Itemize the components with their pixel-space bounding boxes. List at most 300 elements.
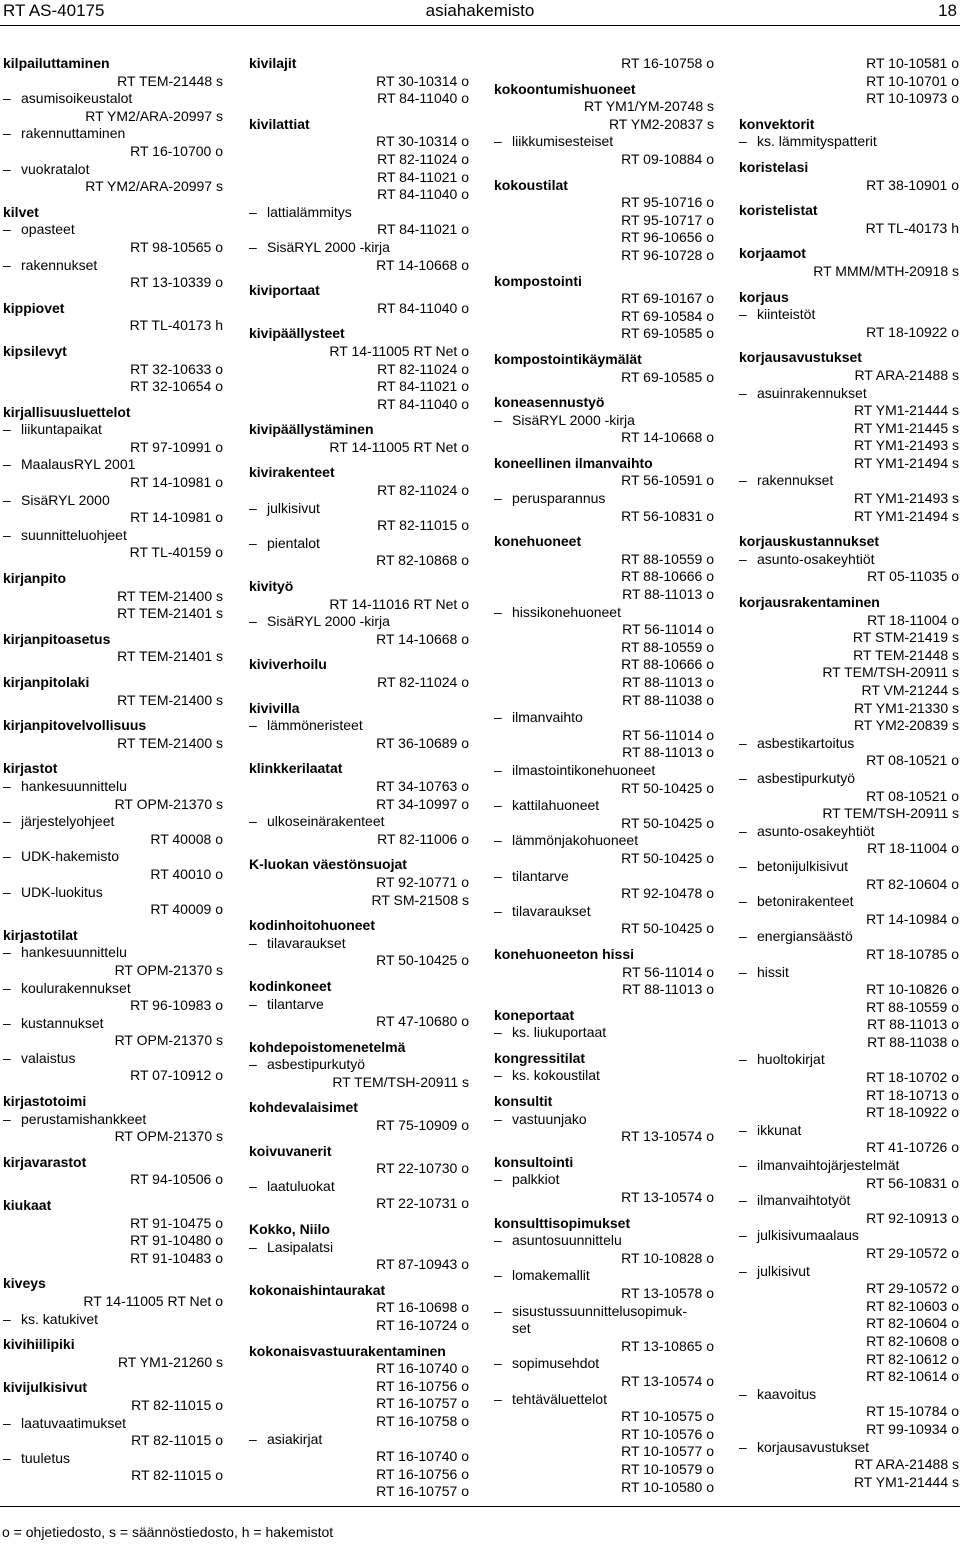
index-reference: RT 16-10758 o (621, 55, 714, 71)
index-subterm-text: tehtäväluettelot (512, 1390, 607, 1407)
index-subterm-text: UDK-hakemisto (21, 848, 120, 865)
index-subterm (739, 1227, 959, 1245)
index-term: korjausrakentaminen (739, 594, 880, 611)
index-subterm-text: liikkumisesteiset (512, 133, 614, 150)
index-reference: RT 18-11004 o (867, 611, 959, 628)
index-reference: RT 30-10314 o (376, 133, 469, 150)
index-reference: RT YM1-21494 s (853, 507, 959, 524)
index-subterm-text: kattilahuoneet (512, 797, 600, 814)
index-subterm-text: ilmastointikonehuoneet (512, 761, 656, 778)
index-subterm (494, 903, 714, 921)
index-subterm (3, 848, 223, 866)
index-reference: RT 38-10901 o (866, 176, 959, 193)
index-term: kivivilla (249, 699, 300, 716)
entry-spacer (3, 752, 223, 760)
index-subterm (249, 204, 469, 222)
index-reference: RT 05-11035 o (867, 568, 959, 585)
index-subterm-text: asiakirjat (267, 1430, 323, 1447)
index-column-1 (3, 55, 223, 1485)
index-term: kirjanpito (3, 570, 67, 587)
index-subterm (249, 1056, 469, 1074)
index-subterm-text: ilmanvaihtojärjestelmät (757, 1157, 900, 1174)
index-reference: RT 13-10574 o (621, 1128, 714, 1145)
entry-spacer (249, 456, 469, 464)
entry-spacer (3, 623, 223, 631)
index-reference: RT 40009 o (150, 901, 223, 918)
index-reference: RT STM-21419 s (852, 629, 959, 646)
index-subterm-text: hankesuunnittelu (21, 944, 127, 961)
index-term: korjaamot (739, 245, 806, 262)
index-reference: RT 94-10506 o (130, 1171, 223, 1188)
index-reference: RT 18-10702 o (866, 1069, 959, 1086)
index-subterm (3, 421, 223, 439)
index-subterm (739, 1122, 959, 1140)
index-term: kirjastot (3, 760, 58, 777)
index-reference: RT 29-10572 o (866, 1245, 959, 1261)
index-reference: RT 56-10831 o (621, 507, 714, 524)
entry-spacer (3, 1085, 223, 1093)
index-subterm-text: tilavaraukset (512, 902, 591, 919)
index-term: kirjanpitolaki (3, 674, 90, 690)
index-subterm (3, 1311, 223, 1329)
entry-spacer (494, 343, 714, 351)
index-subterm (739, 893, 959, 911)
index-reference: RT 08-10521 o (866, 752, 959, 769)
index-reference: RT 69-10585 o (621, 368, 714, 385)
index-reference: RT 18-10785 o (866, 945, 959, 962)
index-subterm-text: ks. kokoustilat (512, 1067, 600, 1084)
index-subterm (3, 257, 223, 275)
entry-spacer (494, 169, 714, 177)
index-term: korjausavustukset (739, 349, 862, 366)
index-reference: RT 84-11021 o (377, 378, 469, 395)
index-reference: RT 16-10698 o (376, 1299, 469, 1316)
entry-spacer (3, 1371, 223, 1379)
index-reference: RT TL-40173 h (129, 317, 223, 334)
index-reference: RT 88-11038 o (622, 691, 714, 708)
index-reference: RT 50-10425 o (621, 779, 714, 796)
index-term: kokoontumishuoneet (494, 80, 636, 97)
entry-spacer (494, 938, 714, 946)
index-reference: RT 75-10909 o (376, 1117, 469, 1134)
index-subterm-text: järjestelyohjeet (21, 813, 115, 830)
index-reference: RT 36-10689 o (376, 734, 469, 751)
index-subterm-text: lämmönjakohuoneet (512, 832, 639, 849)
index-reference: RT 69-10167 o (621, 290, 714, 307)
entry-spacer (739, 586, 959, 594)
index-subterm (494, 1067, 714, 1085)
index-subterm (494, 1171, 714, 1189)
index-subterm (3, 1050, 223, 1068)
index-reference: RT 16-10758 o (376, 1412, 469, 1429)
index-subterm-text: perustamishankkeet (21, 1110, 147, 1127)
index-subterm (3, 456, 223, 474)
index-reference: RT 56-11014 o (622, 621, 714, 638)
index-subterm (494, 832, 714, 850)
entry-spacer (3, 292, 223, 300)
index-subterm-text: SisäRYL 2000 (21, 491, 110, 508)
index-reference: RT 14-11005 RT Net o (329, 438, 469, 455)
entry-spacer (249, 1213, 469, 1221)
index-subterm (3, 492, 223, 510)
index-term: konehuoneeton hissi (494, 945, 635, 962)
index-term: konsultit (494, 1093, 553, 1110)
index-reference: RT 56-10591 o (621, 472, 714, 489)
index-reference: RT 96-10983 o (130, 997, 223, 1014)
index-term: koristelistat (739, 202, 818, 219)
index-term: korjauskustannukset (739, 533, 880, 550)
index-subterm (494, 490, 714, 508)
index-subterm-text: energiansäästö (757, 928, 853, 945)
header-rule (0, 25, 960, 26)
index-reference: RT 18-10922 o (866, 323, 959, 340)
index-term: kodinhoitohuoneet (249, 917, 375, 934)
index-subterm-text: kiinteistöt (757, 306, 816, 323)
index-reference: RT 95-10716 o (621, 194, 714, 211)
index-subterm-text: rakennukset (757, 472, 834, 489)
index-reference: RT 82-10868 o (376, 552, 469, 569)
index-subterm-text: SisäRYL 2000 -kirja (512, 411, 635, 428)
index-subterm (249, 535, 469, 553)
index-subterm (739, 1263, 959, 1281)
index-subterm-text: perusparannus (512, 490, 606, 507)
index-subterm-text: asuinrakennukset (757, 384, 867, 401)
index-subterm-text: asunto-osakeyhtiöt (757, 822, 875, 839)
index-reference: RT 82-11024 o (377, 360, 469, 377)
index-subterm (3, 221, 223, 239)
index-reference: RT 16-10740 o (376, 1448, 469, 1465)
index-reference: RT 32-10654 o (130, 378, 223, 395)
index-term: konehuoneet (494, 533, 582, 550)
index-subterm-text: sisustussuunnittelusopimuk- (512, 1302, 688, 1319)
index-reference: RT 84-11040 o (377, 395, 469, 412)
index-reference: RT 82-11015 o (377, 517, 469, 534)
index-reference: RT 96-10656 o (621, 229, 714, 246)
index-subterm (739, 1192, 959, 1210)
index-reference: RT 10-10973 o (866, 90, 959, 107)
index-reference: RT 82-11015 o (131, 1467, 223, 1484)
index-reference: RT TEM-21448 s (117, 72, 223, 89)
index-reference: RT 41-10726 o (866, 1139, 959, 1156)
entry-spacer (739, 281, 959, 289)
index-reference: RT 88-10666 o (621, 568, 714, 585)
index-reference: RT 92-10913 o (866, 1209, 959, 1226)
index-subterm (249, 1431, 469, 1449)
index-subterm-text: ulkoseinärakenteet (267, 813, 385, 830)
index-reference: RT 09-10884 o (621, 150, 714, 167)
index-reference: RT 14-11016 RT Net o (329, 595, 469, 612)
index-reference: RT 56-10831 o (866, 1174, 959, 1191)
entry-spacer (739, 108, 959, 116)
index-subterm-text: laatuvaatimukset (21, 1414, 127, 1431)
index-reference: RT 08-10521 o (866, 787, 959, 804)
index-term: konvektorit (739, 115, 815, 132)
index-reference: RT TEM-21400 s (117, 734, 223, 751)
entry-spacer (3, 1328, 223, 1336)
index-term: Kokko, Niilo (249, 1221, 330, 1238)
index-column-2 (249, 55, 469, 1501)
index-reference: RT 82-10604 o (866, 1315, 959, 1332)
index-subterm-text: lomakemallit (512, 1267, 590, 1284)
index-term: kivilattiat (249, 115, 310, 132)
index-term: kokoustilat (494, 176, 568, 193)
index-subterm (249, 717, 469, 735)
index-subterm-text: asbestikartoitus (757, 734, 855, 751)
index-subterm (249, 935, 469, 953)
index-subterm-text: ks. katukivet (21, 1310, 99, 1327)
index-reference: RT 16-10700 o (130, 142, 223, 159)
index-subterm-text: ikkunat (757, 1121, 802, 1138)
index-subterm (494, 1303, 714, 1321)
entry-spacer (494, 1042, 714, 1050)
entry-spacer (249, 692, 469, 700)
index-subterm (739, 735, 959, 753)
index-reference: RT 88-11038 o (867, 1033, 959, 1050)
index-subterm (3, 1015, 223, 1033)
index-reference: RT 69-10584 o (621, 307, 714, 324)
index-reference: RT 82-10614 o (866, 1368, 959, 1385)
index-reference: RT YM1-21444 s (853, 402, 959, 419)
index-subterm-text: ks. lämmityspatterit (757, 133, 877, 150)
index-subterm-text: suunnitteluohjeet (21, 526, 127, 543)
index-subterm (739, 1157, 959, 1175)
index-reference: RT 92-10771 o (376, 873, 469, 890)
index-subterm-text: korjausavustukset (757, 1438, 870, 1455)
index-term: kivilajit (249, 55, 297, 71)
entry-spacer (249, 1091, 469, 1099)
index-subterm-text: opasteet (21, 221, 75, 238)
index-reference: RT 16-10756 o (376, 1377, 469, 1394)
index-reference: RT 14-10668 o (376, 256, 469, 273)
document-code: RT AS-40175 (3, 1, 105, 20)
index-reference: RT 14-10981 o (130, 509, 223, 526)
index-reference: RT YM1-21493 s (853, 437, 959, 454)
index-reference: RT 32-10633 o (130, 360, 223, 377)
page-header (0, 0, 960, 22)
index-term: konsultointi (494, 1153, 574, 1170)
index-reference: RT TEM-21401 s (117, 648, 223, 665)
index-subterm-text: UDK-luokitus (21, 883, 103, 900)
index-term: kivipäällysteet (249, 325, 345, 342)
index-reference: RT 40010 o (150, 865, 223, 882)
index-reference: RT 30-10314 o (376, 72, 469, 89)
index-reference: RT 88-10559 o (866, 998, 959, 1015)
index-term: koneasennustyö (494, 394, 605, 411)
index-reference: RT 34-10997 o (376, 795, 469, 812)
entry-spacer (249, 1274, 469, 1282)
index-subterm (249, 500, 469, 518)
index-subterm (739, 964, 959, 982)
index-term: kilpailuttaminen (3, 55, 110, 71)
page-title: asiahakemisto (425, 1, 535, 20)
index-reference: RT 50-10425 o (376, 952, 469, 969)
index-subterm (739, 1386, 959, 1404)
index-term: kohdevalaisimet (249, 1099, 358, 1116)
index-term: kivihiilipiki (3, 1336, 75, 1353)
index-reference: RT 91-10483 o (130, 1249, 223, 1266)
index-subterm (494, 1391, 714, 1409)
index-reference: RT TEM-21448 s (853, 646, 959, 663)
index-subterm (739, 306, 959, 324)
index-reference: RT 82-11006 o (377, 830, 469, 847)
index-subterm (249, 1239, 469, 1257)
index-term: kokonaisvastuurakentaminen (249, 1342, 446, 1359)
entry-spacer (249, 752, 469, 760)
index-subterm-text: tuuletus (21, 1449, 71, 1466)
index-subterm-text: huoltokirjat (757, 1051, 825, 1068)
index-subterm-text: MaalausRYL 2001 (21, 456, 136, 473)
index-reference: RT 18-10922 o (866, 1104, 959, 1121)
index-reference: RT 14-10668 o (376, 630, 469, 647)
index-term: kirjanpitoasetus (3, 630, 111, 647)
index-reference: RT TL-40159 o (129, 544, 223, 561)
index-subterm (739, 472, 959, 490)
index-reference: RT 82-10604 o (866, 875, 959, 892)
index-term: koristelasi (739, 158, 809, 175)
index-subterm-text: asunto-osakeyhtiöt (757, 550, 875, 567)
index-reference: RT 88-10559 o (621, 550, 714, 567)
entry-spacer (249, 648, 469, 656)
index-subterm-text: kaavoitus (757, 1385, 817, 1402)
index-reference: RT 88-11013 o (622, 586, 714, 603)
index-subterm-text: tilantarve (267, 995, 324, 1012)
index-subterm-text: asbestipurkutyö (267, 1056, 366, 1073)
index-term: kivijulkisivut (3, 1379, 88, 1396)
index-reference: RT TEM/TSH-20911 s (822, 805, 959, 822)
index-reference: RT 56-11014 o (622, 963, 714, 980)
index-subterm-text: vuokratalot (21, 160, 90, 177)
entry-spacer (494, 447, 714, 455)
index-reference: RT 10-10579 o (621, 1460, 714, 1477)
index-reference: RT TEM/TSH-20911 s (332, 1073, 469, 1090)
entry-spacer (3, 1267, 223, 1275)
index-reference: RT 22-10731 o (376, 1195, 469, 1212)
index-subterm (494, 709, 714, 727)
index-subterm (494, 604, 714, 622)
index-subterm (494, 1355, 714, 1373)
index-subterm (249, 613, 469, 631)
index-subterm-text: asbestipurkutyö (757, 769, 856, 786)
index-reference: RT 10-10575 o (621, 1408, 714, 1425)
index-reference: RT 87-10943 o (376, 1256, 469, 1273)
index-term: konsulttisopimukset (494, 1214, 631, 1231)
index-subterm (3, 1111, 223, 1129)
index-term: kompostointi (494, 272, 582, 289)
index-subterm-text: lattialämmitys (267, 203, 352, 220)
index-subterm (3, 944, 223, 962)
index-subterm (494, 1111, 714, 1129)
entry-spacer (249, 1031, 469, 1039)
index-reference: RT YM2-20837 s (608, 115, 714, 132)
index-term: klinkkerilaatat (249, 760, 343, 777)
index-subterm-text: lämmöneristeet (267, 717, 363, 734)
index-subterm-text: betonijulkisivut (757, 857, 849, 874)
index-term: koneellinen ilmanvaihto (494, 454, 653, 471)
index-reference: RT 10-10577 o (621, 1443, 714, 1460)
entry-spacer (494, 1085, 714, 1093)
index-subterm-text: pientalot (267, 534, 320, 551)
index-subterm (249, 996, 469, 1014)
index-reference: RT YM1/YM-20748 s (584, 98, 714, 115)
entry-spacer (494, 999, 714, 1007)
index-subterm-text: koulurakennukset (21, 979, 131, 996)
index-reference: RT 56-11014 o (622, 726, 714, 743)
index-reference: RT 14-10668 o (621, 429, 714, 446)
index-reference: RT 88-11013 o (622, 674, 714, 690)
index-subterm (739, 133, 959, 151)
index-term: koneportaat (494, 1006, 575, 1023)
index-subterm-text: julkisivut (267, 499, 320, 516)
index-reference: RT 82-10612 o (866, 1350, 959, 1367)
index-term: kirjallisuusluettelot (3, 403, 131, 420)
entry-spacer (739, 151, 959, 159)
index-subterm (739, 858, 959, 876)
entry-spacer (249, 970, 469, 978)
entry-spacer (249, 108, 469, 116)
index-term: korjaus (739, 288, 789, 305)
index-subterm-text: asumisoikeustalot (21, 90, 133, 107)
index-term: kirjastotoimi (3, 1093, 87, 1110)
index-reference: RT YM2/ARA-20997 s (85, 107, 223, 124)
index-reference: RT 18-11004 o (867, 840, 959, 857)
entry-spacer (3, 335, 223, 343)
index-reference: RT 40008 o (150, 830, 223, 847)
footer-legend: o = ohjetiedosto, s = säännöstiedosto, h = hakemistot (2, 1524, 334, 1540)
index-term: kiviportaat (249, 282, 320, 299)
index-reference: RT 13-10865 o (621, 1337, 714, 1354)
index-reference: RT 88-11013 o (867, 1016, 959, 1033)
index-reference: RT 16-10757 o (376, 1483, 469, 1500)
index-subterm (739, 823, 959, 841)
index-subterm (739, 770, 959, 788)
entry-spacer (494, 525, 714, 533)
index-subterm-text: rakennukset (21, 256, 98, 273)
entry-spacer (249, 570, 469, 578)
index-reference: RT 84-11021 o (377, 168, 469, 185)
index-term: koivuvanerit (249, 1142, 332, 1159)
index-reference: RT YM2-20839 s (853, 717, 959, 734)
index-subterm-text: Lasipalatsi (267, 1238, 334, 1255)
index-term: kohdepoistomenetelmä (249, 1038, 406, 1055)
entry-spacer (249, 413, 469, 421)
index-subterm (494, 133, 714, 151)
index-term: kodinkoneet (249, 977, 332, 994)
entry-spacer (3, 709, 223, 717)
index-term: kiveys (3, 1275, 46, 1292)
index-term: kipsilevyt (3, 342, 67, 359)
index-subterm (739, 1439, 959, 1457)
index-reference: RT YM1-21330 s (853, 699, 959, 716)
index-subterm-text: rakennuttaminen (21, 125, 126, 142)
index-reference: RT 29-10572 o (866, 1280, 959, 1297)
index-reference: RT 82-11015 o (131, 1432, 223, 1449)
index-column-3 (494, 55, 714, 1496)
index-subterm (249, 813, 469, 831)
index-reference: RT 82-10603 o (866, 1297, 959, 1314)
entry-spacer (3, 196, 223, 204)
index-reference: RT 92-10478 o (621, 885, 714, 902)
index-reference: RT OPM-21370 s (114, 961, 223, 978)
index-subterm-text: ilmanvaihto (512, 709, 583, 726)
index-reference: RT OPM-21370 s (114, 1128, 223, 1145)
index-reference: RT 69-10585 o (621, 325, 714, 342)
index-term: K-luokan väestönsuojat (249, 856, 407, 873)
entry-spacer (249, 1135, 469, 1143)
index-subterm-text: betonirakenteet (757, 893, 854, 910)
index-reference: RT MMM/MTH-20918 s (813, 262, 959, 279)
index-subterm-text: julkisivut (757, 1262, 810, 1279)
index-reference: RT 10-10580 o (621, 1478, 714, 1495)
